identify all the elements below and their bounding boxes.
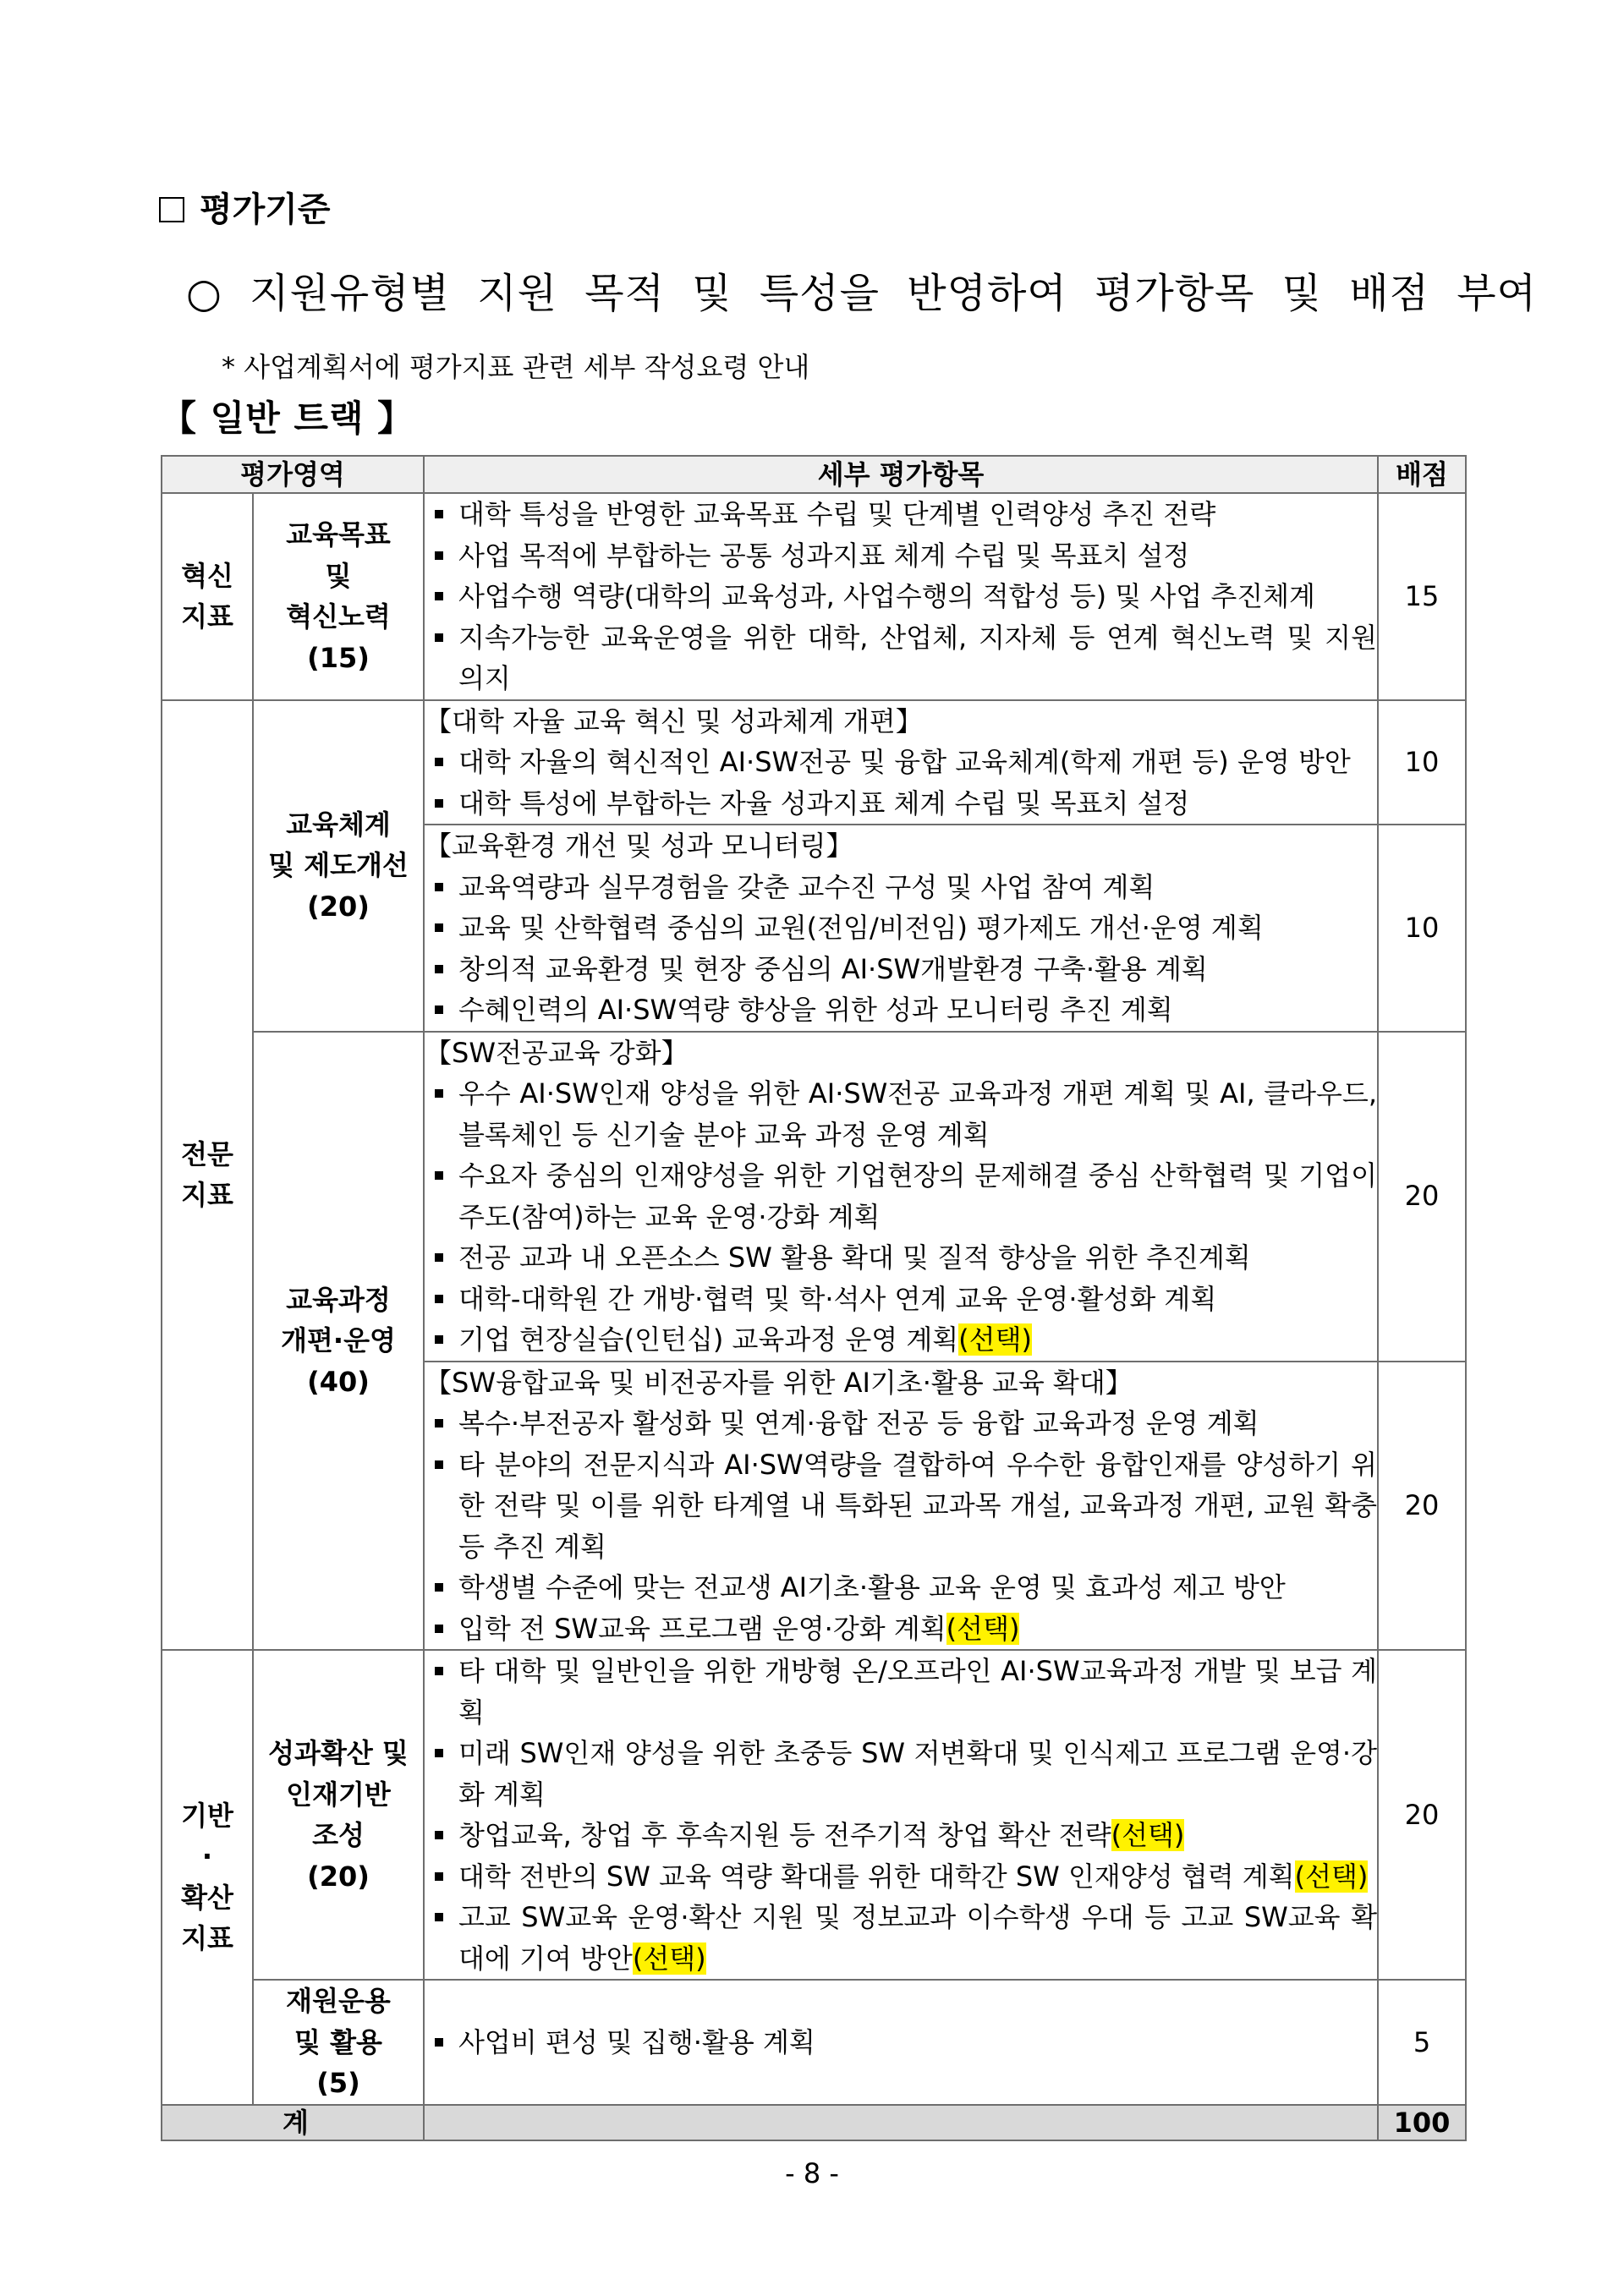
table-row [162, 1650, 1466, 1980]
item-text: 교육역량과 실무경험을 갖춘 교수진 구성 및 사업 참여 계획 [458, 870, 1155, 903]
score-cell: 10 [1378, 825, 1466, 1032]
items-list [425, 1651, 1377, 1979]
item-text: 복수·부전공자 활성화 및 연계·융합 전공 등 융합 교육과정 운영 계획 [458, 1407, 1259, 1439]
multiline-text [162, 1134, 252, 1216]
item-text: 수요자 중심의 인재양성을 위한 기업현장의 문제해결 중심 산학협력 및 기업이 주도(참여)하는 교육 운영·강화 계획 [458, 1159, 1377, 1233]
list-item [425, 1651, 1377, 1733]
bullet-square-icon [435, 1006, 443, 1014]
table-header-row [162, 456, 1466, 493]
track-title: 【 일반 트랙 】 [161, 397, 414, 439]
text-line: 성과확산 및 [268, 1737, 409, 1769]
score-cell: 20 [1378, 1650, 1466, 1980]
item-text: 사업수행 역량(대학의 교육성과, 사업수행의 적합성 등) 및 사업 추진체계 [458, 580, 1315, 612]
item-text: 수혜인력의 AI·SW역량 향상을 위한 성과 모니터링 추진 계획 [458, 994, 1173, 1026]
bullet-square-icon [435, 965, 443, 973]
bullet-square-icon [435, 1295, 443, 1303]
lead-sentence: ○ 지원유형별 지원 목적 및 특성을 반영하여 평가항목 및 배점 부여 [186, 270, 1538, 317]
item-text: 사업비 편성 및 집행·활용 계획 [458, 2025, 815, 2058]
multiline-text [254, 1280, 423, 1403]
item-text: 대학 특성에 부합하는 자율 성과지표 체계 수립 및 목표치 설정 [458, 786, 1190, 819]
sub-heading: 【교육환경 개선 및 성과 모니터링】 [425, 830, 853, 862]
group-innovation [162, 493, 253, 700]
item-text: 사업 목적에 부합하는 공통 성과지표 체계 수립 및 목표치 설정 [458, 539, 1190, 572]
optional-highlight: (선택) [632, 1942, 706, 1975]
list-item [425, 742, 1377, 783]
text-line: 전문 [181, 1137, 233, 1170]
bullet-square-icon [435, 1253, 443, 1262]
item-text: 미래 SW인재 양성을 위한 초중등 SW 저변확대 및 인식제고 프로그램 운영·강화 계획 [458, 1737, 1377, 1811]
list-item [425, 1155, 1377, 1237]
bullet-square-icon [435, 1419, 443, 1427]
header-area: 평가영역 [162, 456, 424, 493]
items-list [425, 2022, 1377, 2063]
item-text: 교육 및 산학협력 중심의 교원(전임/비전임) 평가제도 개선·운영 계획 [458, 912, 1264, 944]
multiline-text [162, 556, 252, 638]
text-line: 교육체계 [286, 808, 391, 841]
text-line: 개편·운영 [281, 1324, 396, 1356]
bullet-square-icon [435, 2038, 443, 2047]
header-detail: 세부 평가항목 [424, 456, 1378, 493]
list-item [425, 2022, 1377, 2063]
text-line: 재원운용 [286, 1985, 391, 2017]
list-item [425, 494, 1377, 535]
item-text: 창업교육, 창업 후 후속지원 등 전주기적 창업 확산 전략 [458, 1819, 1111, 1851]
area-finance [253, 1980, 424, 2105]
list-item [425, 867, 1377, 908]
area-curriculum [253, 1032, 424, 1651]
detail-items [424, 1650, 1378, 1980]
text-line: 확산 [181, 1881, 233, 1914]
item-text: 기업 현장실습(인턴십) 교육과정 운영 계획 [458, 1323, 959, 1356]
bullet-square-icon [435, 633, 443, 642]
list-item [425, 907, 1377, 949]
bullet-square-icon [435, 923, 443, 932]
list-item [425, 576, 1377, 617]
bullet-square-icon [435, 799, 443, 808]
list-item [425, 1608, 1377, 1650]
list-item [425, 1733, 1377, 1815]
list-item [425, 1237, 1377, 1279]
text-line: 기반 [181, 1799, 233, 1832]
note: * 사업계획서에 평가지표 관련 세부 작성요령 안내 [222, 351, 810, 383]
items-list [425, 1073, 1377, 1361]
item-text: 학생별 수준에 맞는 전교생 AI기초·활용 교육 운영 및 효과성 제고 방안 [458, 1571, 1286, 1603]
checkbox-square-icon [159, 197, 184, 222]
bullet-square-icon [435, 1583, 443, 1592]
group-expert [162, 700, 253, 1651]
bullet-square-icon [435, 883, 443, 891]
multiline-text [254, 514, 423, 678]
total-label: 계 [162, 2105, 424, 2140]
area-education-goal [253, 493, 424, 700]
item-text: 타 분야의 전문지식과 AI·SW역량을 결합하여 우수한 융합인재를 양성하기 위한 전략 및 이를 위한 타계열 내 특화된 교과목 개설, 교육과정 개편, 교원 확충 등 추진 계획 [458, 1448, 1377, 1563]
item-text: 대학 특성을 반영한 교육목표 수립 및 단계별 인력양성 추진 전략 [458, 498, 1216, 530]
page-number: - 8 - [785, 2157, 839, 2189]
multiline-text [254, 804, 423, 928]
list-item [425, 617, 1377, 699]
sub-heading: 【대학 자율 교육 혁신 및 성과체계 개편】 [425, 704, 923, 737]
text-line: 조성 [312, 1819, 365, 1851]
detail-items [424, 700, 1378, 825]
evaluation-criteria-table [161, 455, 1467, 2141]
items-list [425, 742, 1377, 824]
text-line: 및 활용 [294, 2025, 382, 2058]
item-text: 창의적 교육환경 및 현장 중심의 AI·SW개발환경 구축·활용 계획 [458, 952, 1208, 985]
bullet-square-icon [435, 1335, 443, 1344]
sub-heading: 【SW전공교육 강화】 [425, 1036, 689, 1069]
group-base [162, 1650, 253, 2105]
text-line: 지표 [181, 1922, 233, 1955]
list-item [425, 1073, 1377, 1155]
bullet-square-icon [435, 1749, 443, 1757]
multiline-text [162, 1795, 252, 1959]
bullet-square-icon [435, 1913, 443, 1921]
optional-highlight: (선택) [1111, 1819, 1185, 1851]
item-text: 고교 SW교육 운영·확산 지원 및 정보교과 이수학생 우대 등 고교 SW교육 확대에 기여 방안 [458, 1901, 1377, 1975]
total-empty [424, 2105, 1378, 2140]
bullet-square-icon [435, 1625, 443, 1633]
score-cell: 20 [1378, 1362, 1466, 1651]
item-text: 지속가능한 교육운영을 위한 대학, 산업체, 지자체 등 연계 혁신노력 및 지원 의지 [458, 621, 1377, 694]
table-row [162, 493, 1466, 700]
detail-items [424, 493, 1378, 700]
text-line: · [201, 1840, 213, 1873]
text-line: 혁신 [181, 559, 233, 592]
item-text: 대학-대학원 간 개방·협력 및 학·석사 연계 교육 운영·활성화 계획 [458, 1282, 1217, 1315]
section-title: 평가기준 [159, 184, 331, 235]
optional-highlight: (선택) [946, 1612, 1020, 1645]
list-item [425, 1856, 1377, 1898]
detail-items [424, 825, 1378, 1032]
optional-highlight: (선택) [958, 1323, 1032, 1356]
list-item [425, 1897, 1377, 1979]
list-item [425, 1403, 1377, 1444]
text-line: 교육목표 [286, 518, 391, 551]
area-spread [253, 1650, 424, 1980]
bullet-square-icon [435, 592, 443, 600]
list-item [425, 783, 1377, 825]
text-line: 및 [325, 559, 352, 592]
score-cell: 5 [1378, 1980, 1466, 2105]
detail-items [424, 1032, 1378, 1362]
item-text: 전공 교과 내 오픈소스 SW 활용 확대 및 질적 향상을 위한 추진계획 [458, 1241, 1251, 1274]
list-item [425, 1567, 1377, 1608]
text-line: 및 제도개선 [268, 849, 409, 882]
bullet-square-icon [435, 510, 443, 518]
total-score: 100 [1378, 2105, 1466, 2140]
total-row [162, 2105, 1466, 2140]
text-line: 지표 [181, 600, 233, 633]
bullet-square-icon [435, 1872, 443, 1881]
score-cell: 20 [1378, 1032, 1466, 1362]
multiline-text [254, 1981, 423, 2104]
list-item [425, 535, 1377, 577]
area-education-system [253, 700, 424, 1032]
sub-heading: 【SW융합교육 및 비전공자를 위한 AI기초·활용 교육 확대】 [425, 1366, 1133, 1399]
text-line: (15) [307, 641, 370, 674]
bullet-square-icon [435, 1667, 443, 1675]
text-line: 인재기반 [286, 1778, 391, 1811]
bullet-square-icon [435, 1089, 443, 1098]
header-score: 배점 [1378, 456, 1466, 493]
text-line: (5) [316, 2067, 360, 2099]
items-list [425, 494, 1377, 699]
detail-items [424, 1980, 1378, 2105]
list-item [425, 1319, 1377, 1361]
score-cell: 10 [1378, 700, 1466, 825]
detail-items [424, 1362, 1378, 1651]
text-line: 혁신노력 [286, 600, 391, 633]
bullet-square-icon [435, 758, 443, 766]
text-line: (20) [307, 890, 370, 923]
optional-highlight: (선택) [1294, 1860, 1369, 1893]
list-item [425, 1279, 1377, 1320]
item-text: 입학 전 SW교육 프로그램 운영·강화 계획 [458, 1612, 946, 1645]
score-cell: 15 [1378, 493, 1466, 700]
table-row [162, 1980, 1466, 2105]
list-item [425, 1815, 1377, 1856]
bullet-square-icon [435, 1831, 443, 1839]
item-text: 대학 전반의 SW 교육 역량 확대를 위한 대학간 SW 인재양성 협력 계획 [458, 1860, 1295, 1893]
item-text: 대학 자율의 혁신적인 AI·SW전공 및 융합 교육체계(학제 개편 등) 운영 방안 [458, 746, 1351, 778]
item-text: 타 대학 및 일반인을 위한 개방형 온/오프라인 AI·SW교육과정 개발 및 보급 계획 [458, 1655, 1377, 1729]
item-text: 우수 AI·SW인재 양성을 위한 AI·SW전공 교육과정 개편 계획 및 AI, 클라우드, 블록체인 등 신기술 분야 교육 과정 운영 계획 [458, 1077, 1377, 1151]
table-row [162, 700, 1466, 825]
list-item [425, 989, 1377, 1031]
list-item [425, 949, 1377, 990]
multiline-text [254, 1733, 423, 1897]
bullet-square-icon [435, 1460, 443, 1469]
text-line: 지표 [181, 1179, 233, 1212]
text-line: 교육과정 [286, 1283, 391, 1316]
table-row [162, 1032, 1466, 1362]
list-item [425, 1444, 1377, 1568]
items-list [425, 867, 1377, 1031]
text-line: (20) [307, 1860, 370, 1893]
bullet-square-icon [435, 1171, 443, 1180]
items-list [425, 1403, 1377, 1649]
text-line: (40) [307, 1365, 370, 1398]
bullet-square-icon [435, 551, 443, 560]
